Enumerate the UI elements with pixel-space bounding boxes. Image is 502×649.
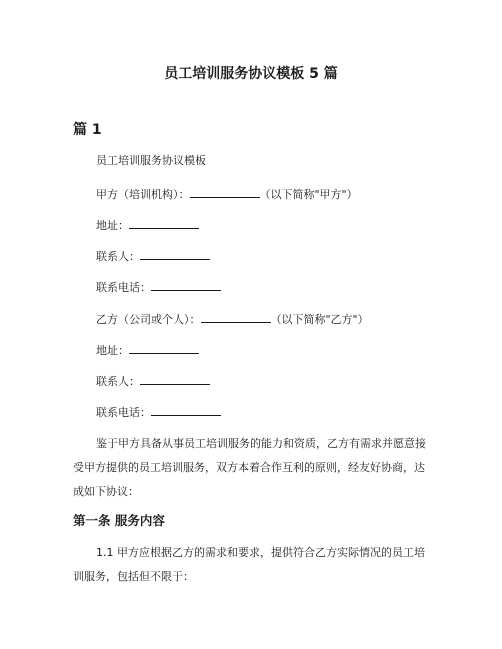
- preamble-paragraph: 鉴于甲方具备从事员工培训服务的能力和资质，乙方有需求并愿意接受甲方提供的员工培训服务，双方本着合作互利的原则，经友好协商，达成如下协议：: [73, 437, 426, 498]
- line-label: 联系电话：: [96, 281, 151, 294]
- party-b-line: [96, 311, 369, 328]
- party-b-contact-line: [96, 373, 210, 390]
- line-label: 地址：: [96, 344, 129, 357]
- line-label: 联系电话：: [96, 406, 151, 419]
- party-b-phone-line: [96, 404, 221, 421]
- line-suffix: （以下简称"甲方"）: [259, 188, 358, 201]
- party-a-phone-line: [96, 279, 221, 296]
- fill-blank: [190, 186, 260, 198]
- fill-blank: [140, 373, 210, 385]
- line-label: 地址：: [96, 219, 129, 232]
- fill-blank: [129, 217, 199, 229]
- party-b-address-line: [96, 342, 199, 359]
- line-label: 联系人：: [96, 250, 140, 263]
- line-label: 甲方（培训机构）：: [96, 188, 190, 201]
- clause-heading: 第一条 服务内容: [73, 513, 165, 528]
- document-title: 员工培训服务协议模板 5 篇: [164, 66, 338, 82]
- fill-blank: [140, 248, 210, 260]
- party-a-line: [96, 186, 358, 203]
- line-suffix: （以下简称"乙方"）: [270, 313, 369, 326]
- line-label: 联系人：: [96, 375, 140, 388]
- line-label: 乙方（公司或个人）：: [96, 313, 201, 326]
- party-a-address-line: [96, 217, 199, 234]
- line-label: 员工培训服务协议模板: [96, 154, 206, 167]
- template-name-line: [96, 153, 206, 169]
- party-a-contact-line: [96, 248, 210, 265]
- clause-1-1-paragraph: 1.1 甲方应根据乙方的需求和要求，提供符合乙方实际情况的员工培训服务，包括但不限于：: [73, 546, 425, 583]
- section-heading: 篇 1: [73, 122, 102, 138]
- fill-blank: [201, 311, 271, 323]
- fill-blank: [151, 279, 221, 291]
- fill-blank: [151, 404, 221, 416]
- fill-blank: [129, 342, 199, 354]
